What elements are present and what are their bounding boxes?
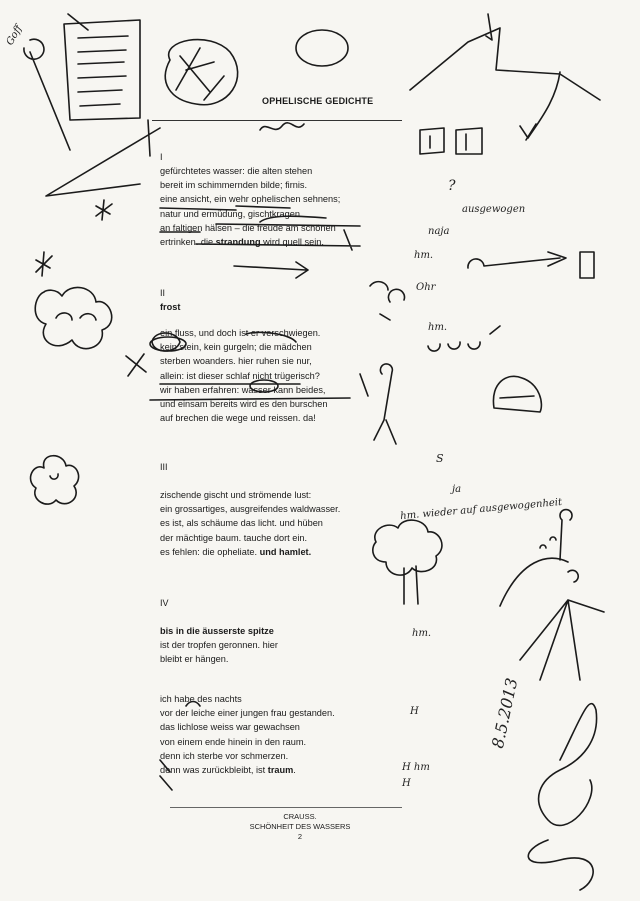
- sketch-arrows-top-right: [410, 14, 600, 140]
- stanza-line: denn ich sterbe vor schmerzen.: [160, 750, 289, 761]
- text-run: .: [293, 765, 296, 776]
- sketch-right-arrow: [234, 262, 308, 278]
- stanza-5: [160, 692, 390, 777]
- handwritten-date: 8.5.2013: [488, 676, 522, 750]
- bold-text-run: und hamlet.: [259, 546, 312, 557]
- sketch-squiggle: [260, 123, 304, 130]
- section-numeral-4: IV: [160, 598, 169, 608]
- stanza-line-bold: bis in die äusserste spitze: [160, 626, 274, 636]
- handwritten-note-hm: hm.: [414, 250, 434, 261]
- sketch-star-2: [36, 252, 52, 276]
- sketch-scribble-ball: [165, 40, 237, 105]
- sketch-wand: [24, 39, 70, 150]
- sketch-oval: [296, 30, 348, 66]
- handwritten-s-mark: S: [436, 452, 444, 465]
- page-title: OPHELISCHE GEDICHTE: [262, 96, 374, 106]
- sketch-diagonal-arrow: [46, 120, 160, 196]
- footer-page-number: 2: [297, 832, 303, 841]
- stanza-line-last: [160, 763, 390, 777]
- signature-scribble: [528, 704, 596, 890]
- stanza-line: allein: ist dieser schlaf nicht trügerisch?: [160, 370, 320, 381]
- handwritten-question-mark: ?: [448, 178, 456, 194]
- handwritten-note-ja: ja: [452, 484, 462, 495]
- stanza-2: [160, 326, 390, 425]
- stanza-line: ist der tropfen geronnen. hier: [160, 640, 278, 651]
- text-run: wird quell sein.: [260, 237, 324, 248]
- stanza-line: bleibt er hängen.: [160, 654, 229, 665]
- footer-author: CRAUSS.: [283, 812, 317, 821]
- handwritten-note-ohr: Ohr: [416, 282, 436, 293]
- stanza-line: bereit im schimmernden bilde; firnis.: [160, 180, 308, 191]
- handwritten-note-hm-3: hm.: [412, 628, 432, 639]
- stanza-line: kein stein, kein gurgeln; die mädchen: [160, 342, 312, 353]
- stanza-3: [160, 488, 390, 559]
- sketch-star-1: [96, 200, 112, 220]
- stanza-line: und einsam bereits wird es den burschen: [160, 399, 328, 410]
- stanza-line: es ist, als schäume das licht. und hüben: [160, 518, 323, 529]
- sketch-leaf-pile: [493, 376, 541, 412]
- stanza-line: wir haben erfahren: wasser kann beides,: [160, 384, 326, 395]
- stanza-line: vor der leiche einer jungen frau gestanden.: [160, 708, 335, 719]
- stanza-line: ich habe des nachts: [160, 694, 242, 704]
- stanza-1: [160, 164, 390, 249]
- sketch-boxes: [420, 128, 482, 154]
- bold-text-run: traum: [267, 765, 294, 776]
- page-footer: [200, 812, 400, 842]
- sketch-arrow-box: [468, 252, 594, 278]
- stanza-line: auf brechen die wege und reissen. da!: [160, 413, 316, 424]
- stanza-line: der mächtige baum. tauche dort ein.: [160, 532, 308, 543]
- text-run: ertrinken. die: [160, 237, 216, 248]
- section-subtitle-2: frost: [160, 302, 181, 312]
- sketch-palm-right: [500, 510, 604, 680]
- stanza-line: natur und ermüdung, gischtkragen: [160, 208, 300, 219]
- stanza-line: das lichlose weiss war gewachsen: [160, 722, 300, 733]
- bold-text-run: strandung: [215, 237, 261, 248]
- stanza-line: ein grossartiges, ausgreifendes waldwasser.: [160, 504, 341, 515]
- stanza-4: [160, 624, 390, 667]
- handwritten-note-wieder: hm. wieder auf ausgewogenheit: [399, 496, 563, 523]
- stanza-line-last: [160, 235, 390, 249]
- handwritten-note-h: H: [410, 706, 419, 717]
- stanza-line: sterben woanders. hier ruhen sie nur,: [160, 356, 312, 367]
- section-numeral-2: II: [160, 288, 166, 298]
- handwritten-note-corner: Goff: [4, 23, 25, 48]
- footer-book-title: SCHÖNHEIT DES WASSERS: [249, 822, 351, 831]
- handwritten-note-h-2: H: [402, 778, 411, 789]
- handwritten-note-naja: naja: [428, 226, 450, 237]
- stanza-line: gefürchtetes wasser: die alten stehen: [160, 166, 313, 176]
- text-run: denn was zurückbleibt, ist: [160, 765, 268, 776]
- stanza-line: ein fluss, und doch ist er verschwiegen.: [160, 328, 321, 338]
- stanza-line: an faltigen hälsen – die freude am schönen: [160, 222, 336, 233]
- sketch-notepad: [64, 14, 140, 120]
- handwritten-note-hm-2: hm.: [428, 322, 448, 333]
- sketch-cloud-tree-1: [35, 287, 111, 348]
- section-numeral-3: III: [160, 462, 168, 472]
- section-numeral-1: I: [160, 152, 163, 162]
- handwritten-note-ausgewogen: ausgewogen: [462, 204, 526, 215]
- handwritten-note-h-hm: H hm: [402, 762, 430, 773]
- text-run: es fehlen: die opheliate.: [160, 546, 260, 557]
- stanza-line: eine ansicht, ein wehr ophelischen sehnens;: [160, 194, 341, 205]
- stanza-line-last: [160, 545, 390, 559]
- stanza-line: von einem ende hinein in den raum.: [160, 736, 307, 747]
- footer-rule: [170, 807, 402, 808]
- stanza-line: zischende gischt und strömende lust:: [160, 490, 312, 500]
- header-rule: [152, 120, 402, 121]
- sketch-flower-left: [31, 456, 79, 504]
